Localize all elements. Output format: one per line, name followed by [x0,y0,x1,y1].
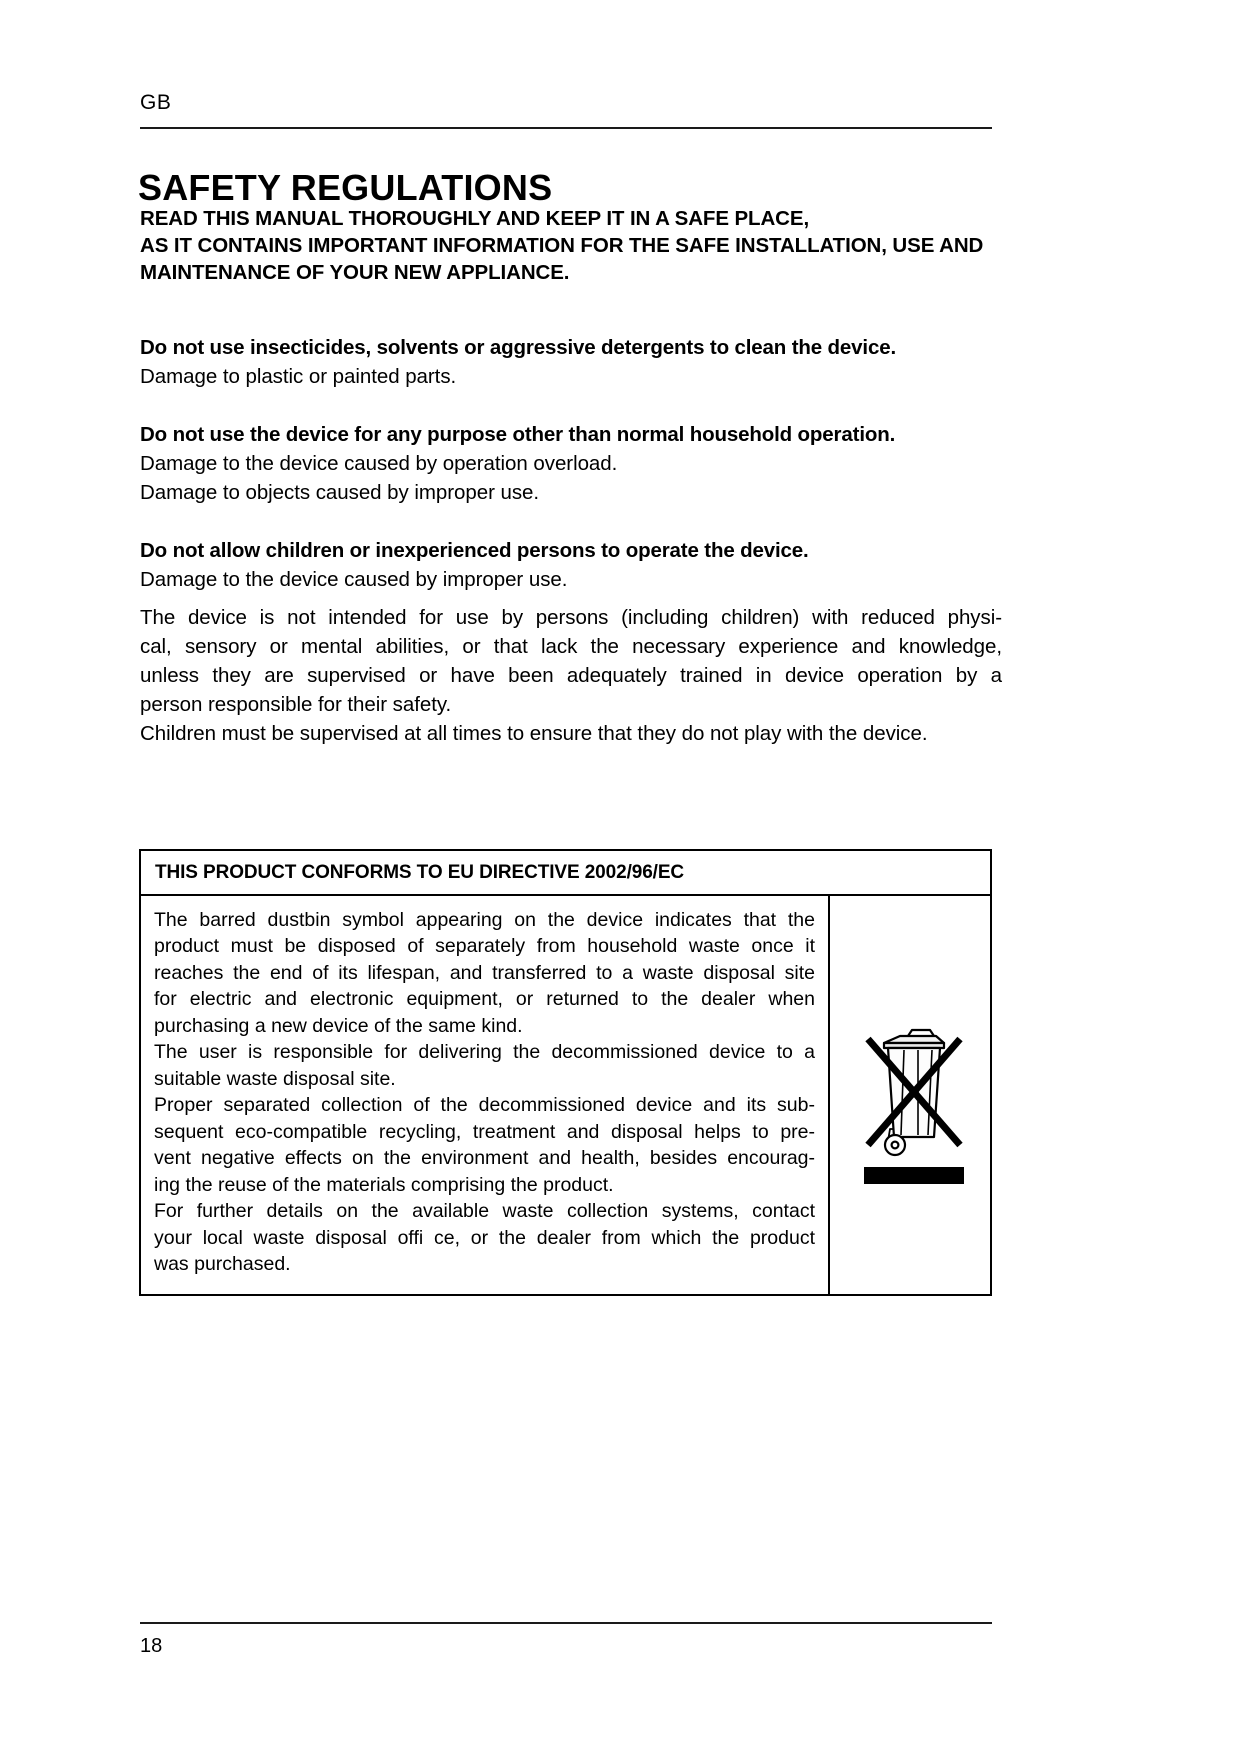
warning-detail: Damage to the device caused by improper use. [140,568,568,591]
eu-text-line: The barred dustbin symbol appearing on the device indicates that the [154,908,815,931]
eu-text-line: For further details on the available waste collection systems, contact [154,1200,815,1223]
eu-text-line: ing the reuse of the materials comprising the product. [154,1173,614,1196]
warning-list [140,333,1020,594]
eu-directive-body [141,896,990,1294]
intro-line-2: AS IT CONTAINS IMPORTANT INFORMATION FOR THE SAFE INSTALLATION, USE AND [140,234,984,257]
warning-heading: Do not use insecticides, solvents or aggressive detergents to clean the device. [140,336,897,359]
barred-dustbin-icon [848,1017,972,1202]
eu-text-line: The user is responsible for delivering the decommissioned device to a [154,1041,815,1064]
intro-line-3: MAINTENANCE OF YOUR NEW APPLIANCE. [140,261,570,284]
intro-notice [140,205,1010,286]
eu-text-line: sequent eco-compatible recycling, treatment and disposal helps to pre- [154,1120,815,1143]
eu-text-line: reaches the end of its lifespan, and transferred to a waste disposal site [154,961,815,984]
paragraph-line: cal, sensory or mental abilities, or that lack the necessary experience and knowledge, [140,635,1002,658]
paragraph-line: Children must be supervised at all times to ensure that they do not play with the device. [140,722,928,745]
warning-heading: Do not allow children or inexperienced persons to operate the device. [140,539,809,562]
page-number: 18 [140,1635,163,1657]
eu-text-line: Proper separated collection of the decommissioned device and its sub- [154,1094,815,1117]
page-title: SAFETY REGULATIONS [138,167,553,209]
eu-directive-header: THIS PRODUCT CONFORMS TO EU DIRECTIVE 2002/96/EC [141,851,990,896]
eu-directive-text [141,896,830,1294]
eu-text-line: suitable waste disposal site. [154,1067,396,1090]
warning-detail: Damage to plastic or painted parts. [140,365,457,388]
intro-line-1: READ THIS MANUAL THOROUGHLY AND KEEP IT IN A SAFE PLACE, [140,207,810,230]
paragraph-line: unless they are supervised or have been adequately trained in device operation by a [140,664,1002,687]
eu-text-line: your local waste disposal offi ce, or the dealer from which the product [154,1226,815,1249]
barred-dustbin-svg [848,1017,972,1202]
eu-symbol-cell [830,896,990,1294]
footer-divider [140,1622,992,1624]
supervision-paragraph [140,603,1002,748]
eu-text-line: purchasing a new device of the same kind. [154,1014,523,1037]
warning-detail: Damage to the device caused by operation overload. [140,452,618,475]
warning-group [140,333,1020,391]
eu-text-line: product must be disposed of separately from household waste once it [154,935,815,958]
eu-text-line: vent negative effects on the environment and health, besides encourag- [154,1147,815,1170]
header-divider [140,127,992,129]
warning-heading: Do not use the device for any purpose other than normal household operation. [140,423,896,446]
paragraph-line: The device is not intended for use by persons (including children) with reduced physi- [140,606,1002,629]
eu-directive-box [139,849,992,1296]
paragraph-line: person responsible for their safety. [140,693,452,716]
warning-detail: Damage to objects caused by improper use. [140,481,540,504]
warning-group [140,536,1020,594]
language-code: GB [140,91,172,114]
eu-text-line: was purchased. [154,1253,291,1276]
warning-group [140,420,1020,507]
eu-text-line: for electric and electronic equipment, or returned to the dealer when [154,988,815,1011]
